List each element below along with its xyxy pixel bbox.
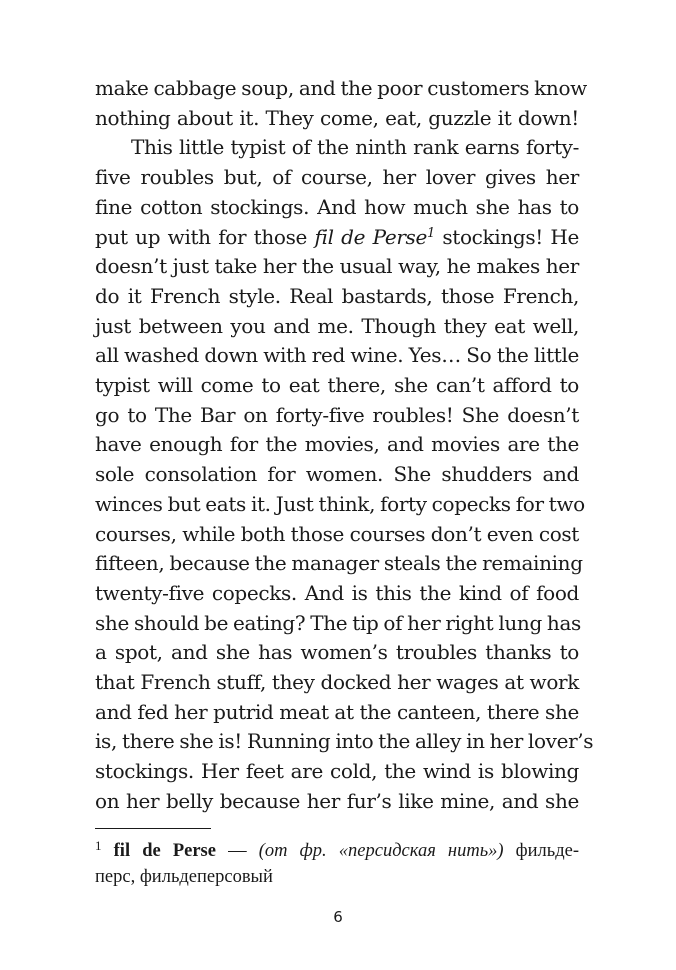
- footnote-line: [95, 838, 579, 864]
- text-line: doesn’t just take her the usual way, he makes her: [95, 254, 579, 279]
- text-line: typist will come to eat there, she can’t afford to: [95, 373, 579, 398]
- footnote-gloss: (от фр. «персидская нить»): [258, 841, 504, 861]
- text-line: nothing about it. They come, eat, guzzle it down!: [95, 105, 579, 130]
- text-line: five roubles but, of course, her lover gives her: [95, 165, 579, 190]
- text-line: on her belly because her fur’s like mine, and she: [95, 788, 579, 813]
- text-line: go to The Bar on forty-five roubles! She doesn’t: [95, 402, 579, 427]
- footnote-reference[interactable]: 1: [426, 225, 435, 241]
- text-line: she should be eating? The tip of her right lung has: [95, 610, 581, 635]
- text-fragment: put up with for those: [95, 224, 315, 249]
- text-line: stockings. Her feet are cold, the wind is blowing: [95, 759, 579, 784]
- text-line: [95, 223, 579, 253]
- text-line: and fed her putrid meat at the canteen, there she: [95, 699, 579, 724]
- page-number: 6: [333, 908, 343, 926]
- text-line: a spot, and she has women’s troubles thanks to: [95, 640, 579, 665]
- text-line: fifteen, because the manager steals the remaining: [95, 551, 583, 576]
- text-line: do it French style. Real bastards, those French,: [95, 283, 579, 308]
- text-line: winces but eats it. Just think, forty copecks for two: [95, 491, 585, 516]
- footnote-definition: фильде-: [503, 841, 580, 861]
- text-line: twenty-five copecks. And is this the kind of food: [95, 580, 579, 605]
- text-line: that French stuff, they docked her wages at work: [95, 670, 579, 695]
- text-line: is, there she is! Running into the alley in her lover’s: [95, 729, 594, 754]
- text-line: sole consolation for women. She shudders and: [95, 462, 579, 487]
- text-line: have enough for the movies, and movies are the: [95, 432, 579, 457]
- italic-phrase: fil de Perse: [314, 224, 427, 249]
- text-line: just between you and me. Though they eat well,: [95, 313, 579, 338]
- footnote-dash: —: [215, 841, 259, 861]
- text-line: fine cotton stockings. And how much she has to: [95, 194, 579, 219]
- text-line: courses, while both those courses don’t even cost: [95, 521, 579, 546]
- text-line: This little typist of the ninth rank earns forty-: [131, 135, 579, 160]
- footnote-line: перс, фильдеперсовый: [95, 867, 273, 887]
- text-line: make cabbage soup, and the poor customers know: [95, 76, 587, 100]
- text-fragment: stockings! He: [434, 224, 580, 249]
- body-text: [95, 74, 594, 817]
- footnote-marker: 1: [95, 838, 102, 853]
- text-line: all washed down with red wine. Yes… So the little: [95, 343, 579, 368]
- footnote-divider: [95, 828, 211, 829]
- footnote-term: fil de Perse: [113, 841, 216, 861]
- footnote: [95, 838, 579, 890]
